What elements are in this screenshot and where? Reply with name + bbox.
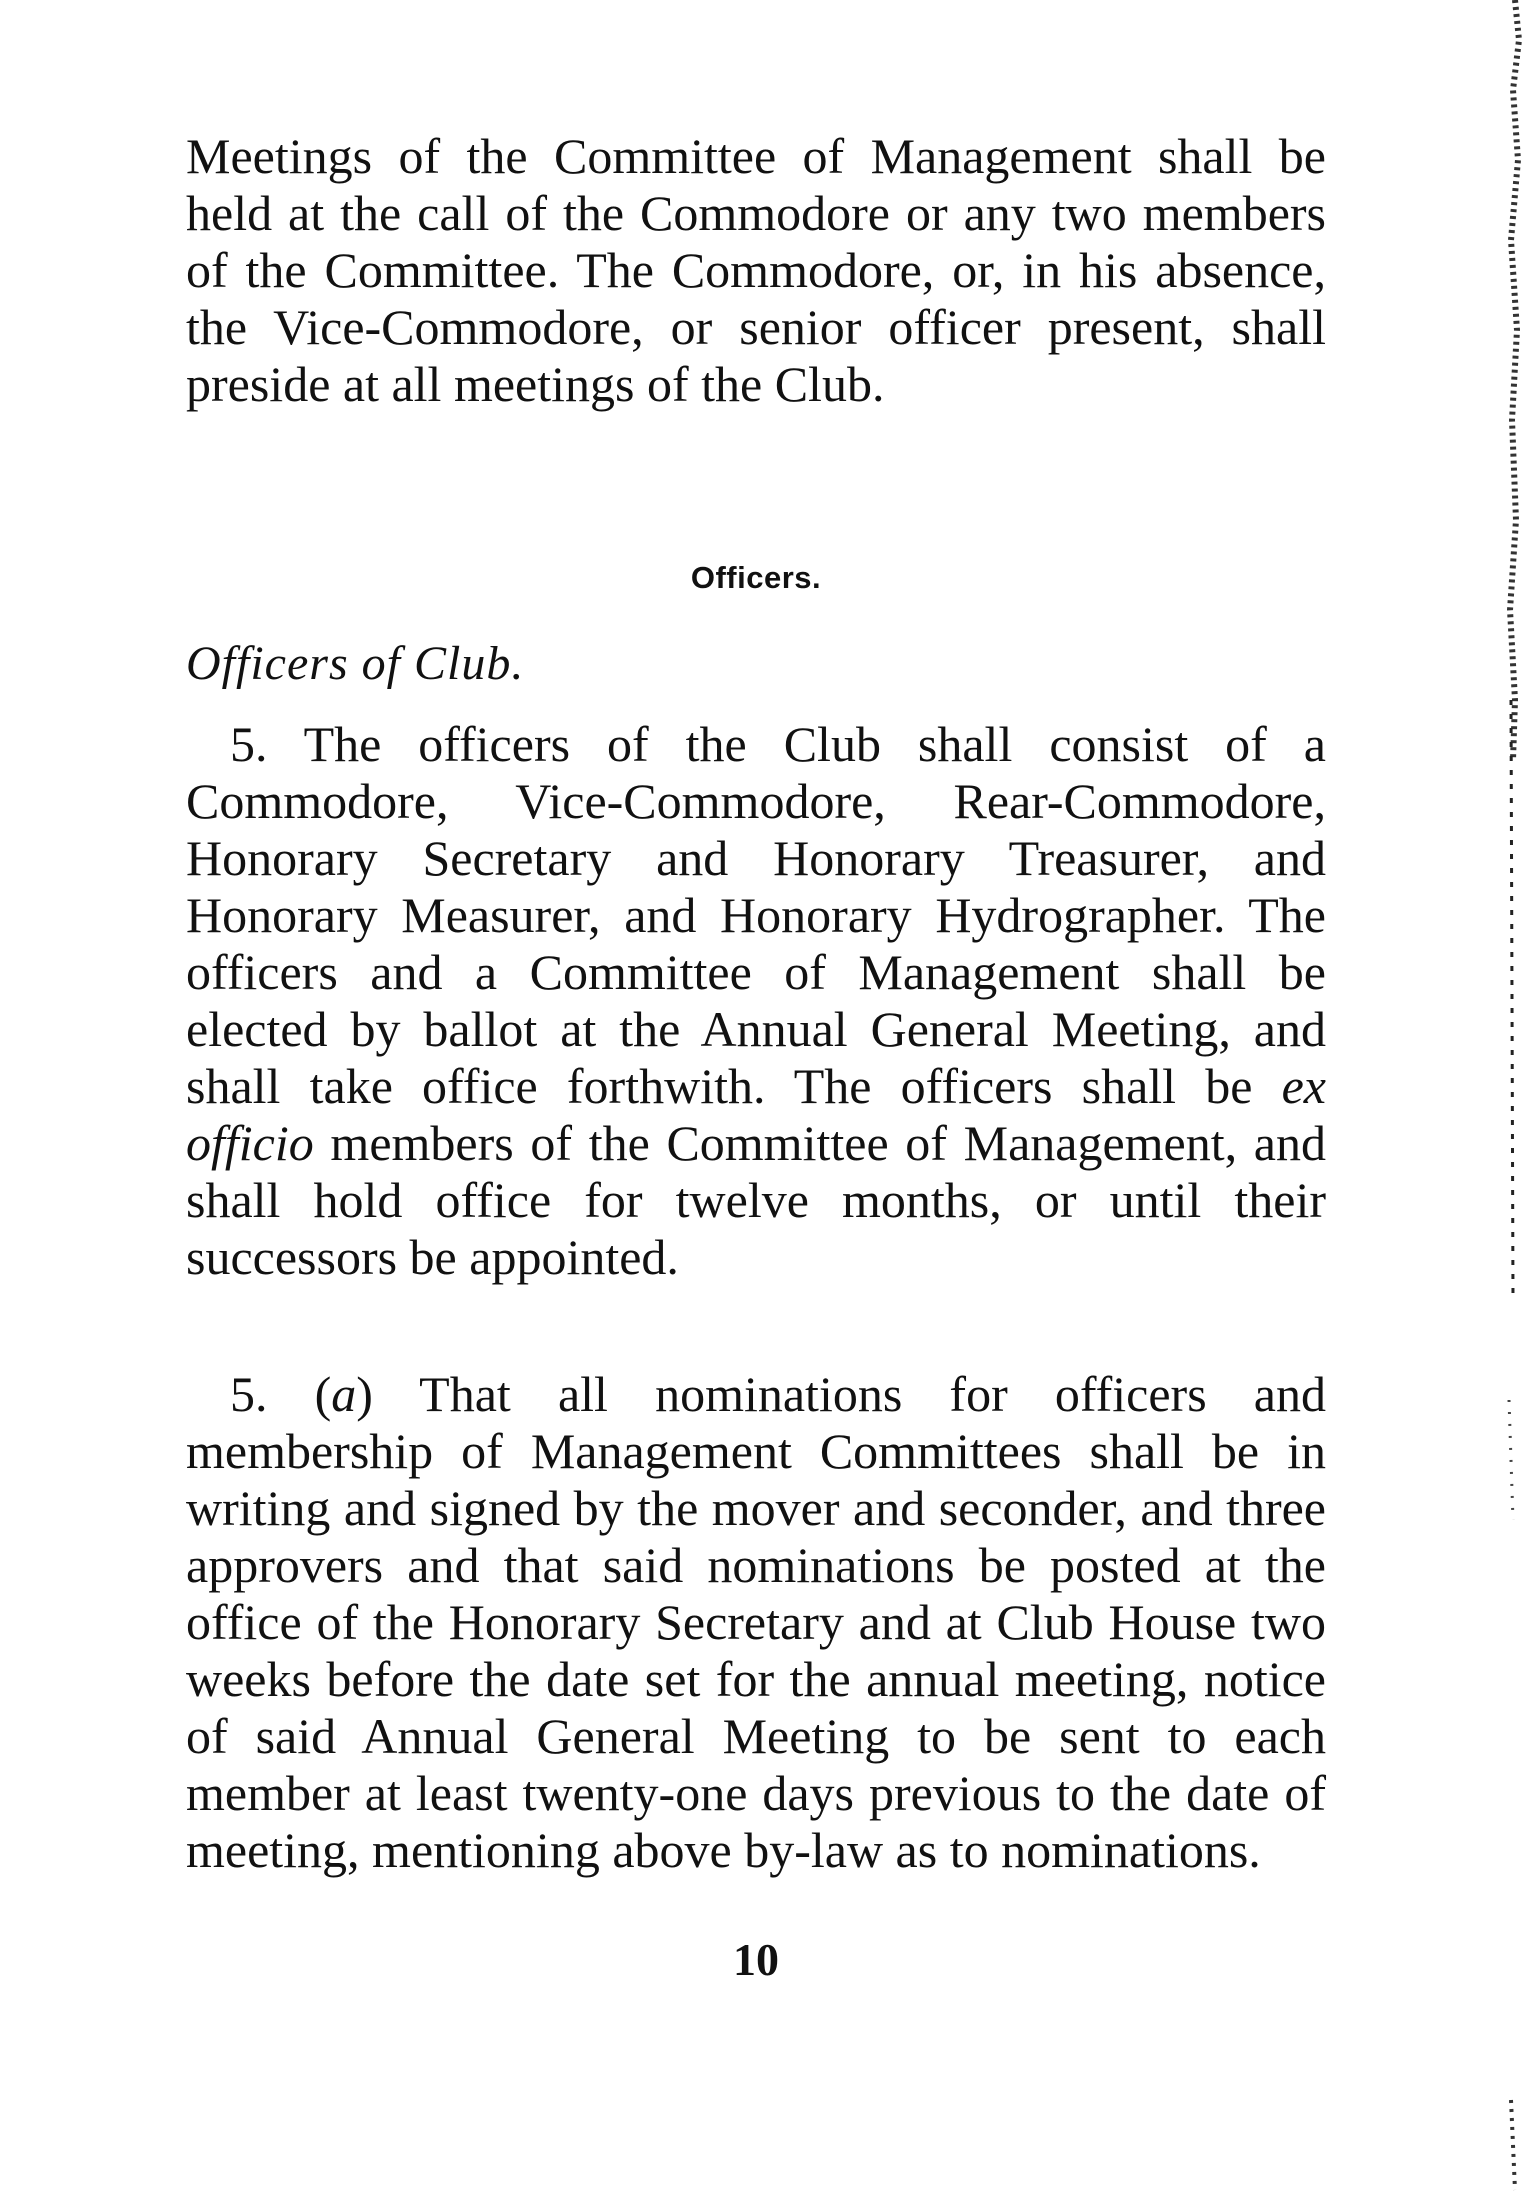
clause-5-text-start: 5. The officers of the Club shall consist of a Commodore, Vice-Commodore, Rear-Commodore, Honorary Secretary and Honorary Treasurer, and Honorary Measurer, and Honorary Hydrographer. The officers and a Committee of Management shall be elected by ballot at the Annual General Meeting, and shall take office forthwith. The officers shall be (186, 716, 1326, 1114)
clause-5a-nominations (186, 1366, 1326, 1879)
side-heading-officers-of-club: Officers of Club. (186, 637, 525, 690)
clause-5-italic-term: ex officio (186, 1058, 1326, 1171)
page-number: 10 (733, 1934, 779, 1985)
clause-5a-letter: a (331, 1366, 357, 1422)
clause-5-officers (186, 716, 1326, 1286)
clause-5a-prefix: 5. ( (230, 1366, 332, 1422)
paragraph-committee-meetings: Meetings of the Committee of Management shall be held at the call of the Commodore or any two members of the Committee. The Commodore, or, in his absence, the Vice-Commodore, or senior officer present, shall preside at all meetings of the Club. (186, 128, 1326, 412)
clause-5-text-end: members of the Committee of Management, and shall hold office for twelve months, or until their successors be appointed. (186, 1115, 1326, 1285)
section-heading-officers: Officers. (690, 560, 822, 595)
document-page (186, 118, 1326, 2118)
scan-binding-edge (1501, 0, 1523, 2203)
clause-5a-text: ) That all nominations for officers and membership of Management Committees shall be in writing and signed by the mover and seconder, and three approvers and that said nominations be posted at the office of the Honorary Secretary and at Club House two weeks before the date set for the annual meeting, notice of said Annual General Meeting to be sent to each member at least twenty-one days previous to the date of meeting, mentioning above by-law as to nominations. (186, 1366, 1326, 1878)
